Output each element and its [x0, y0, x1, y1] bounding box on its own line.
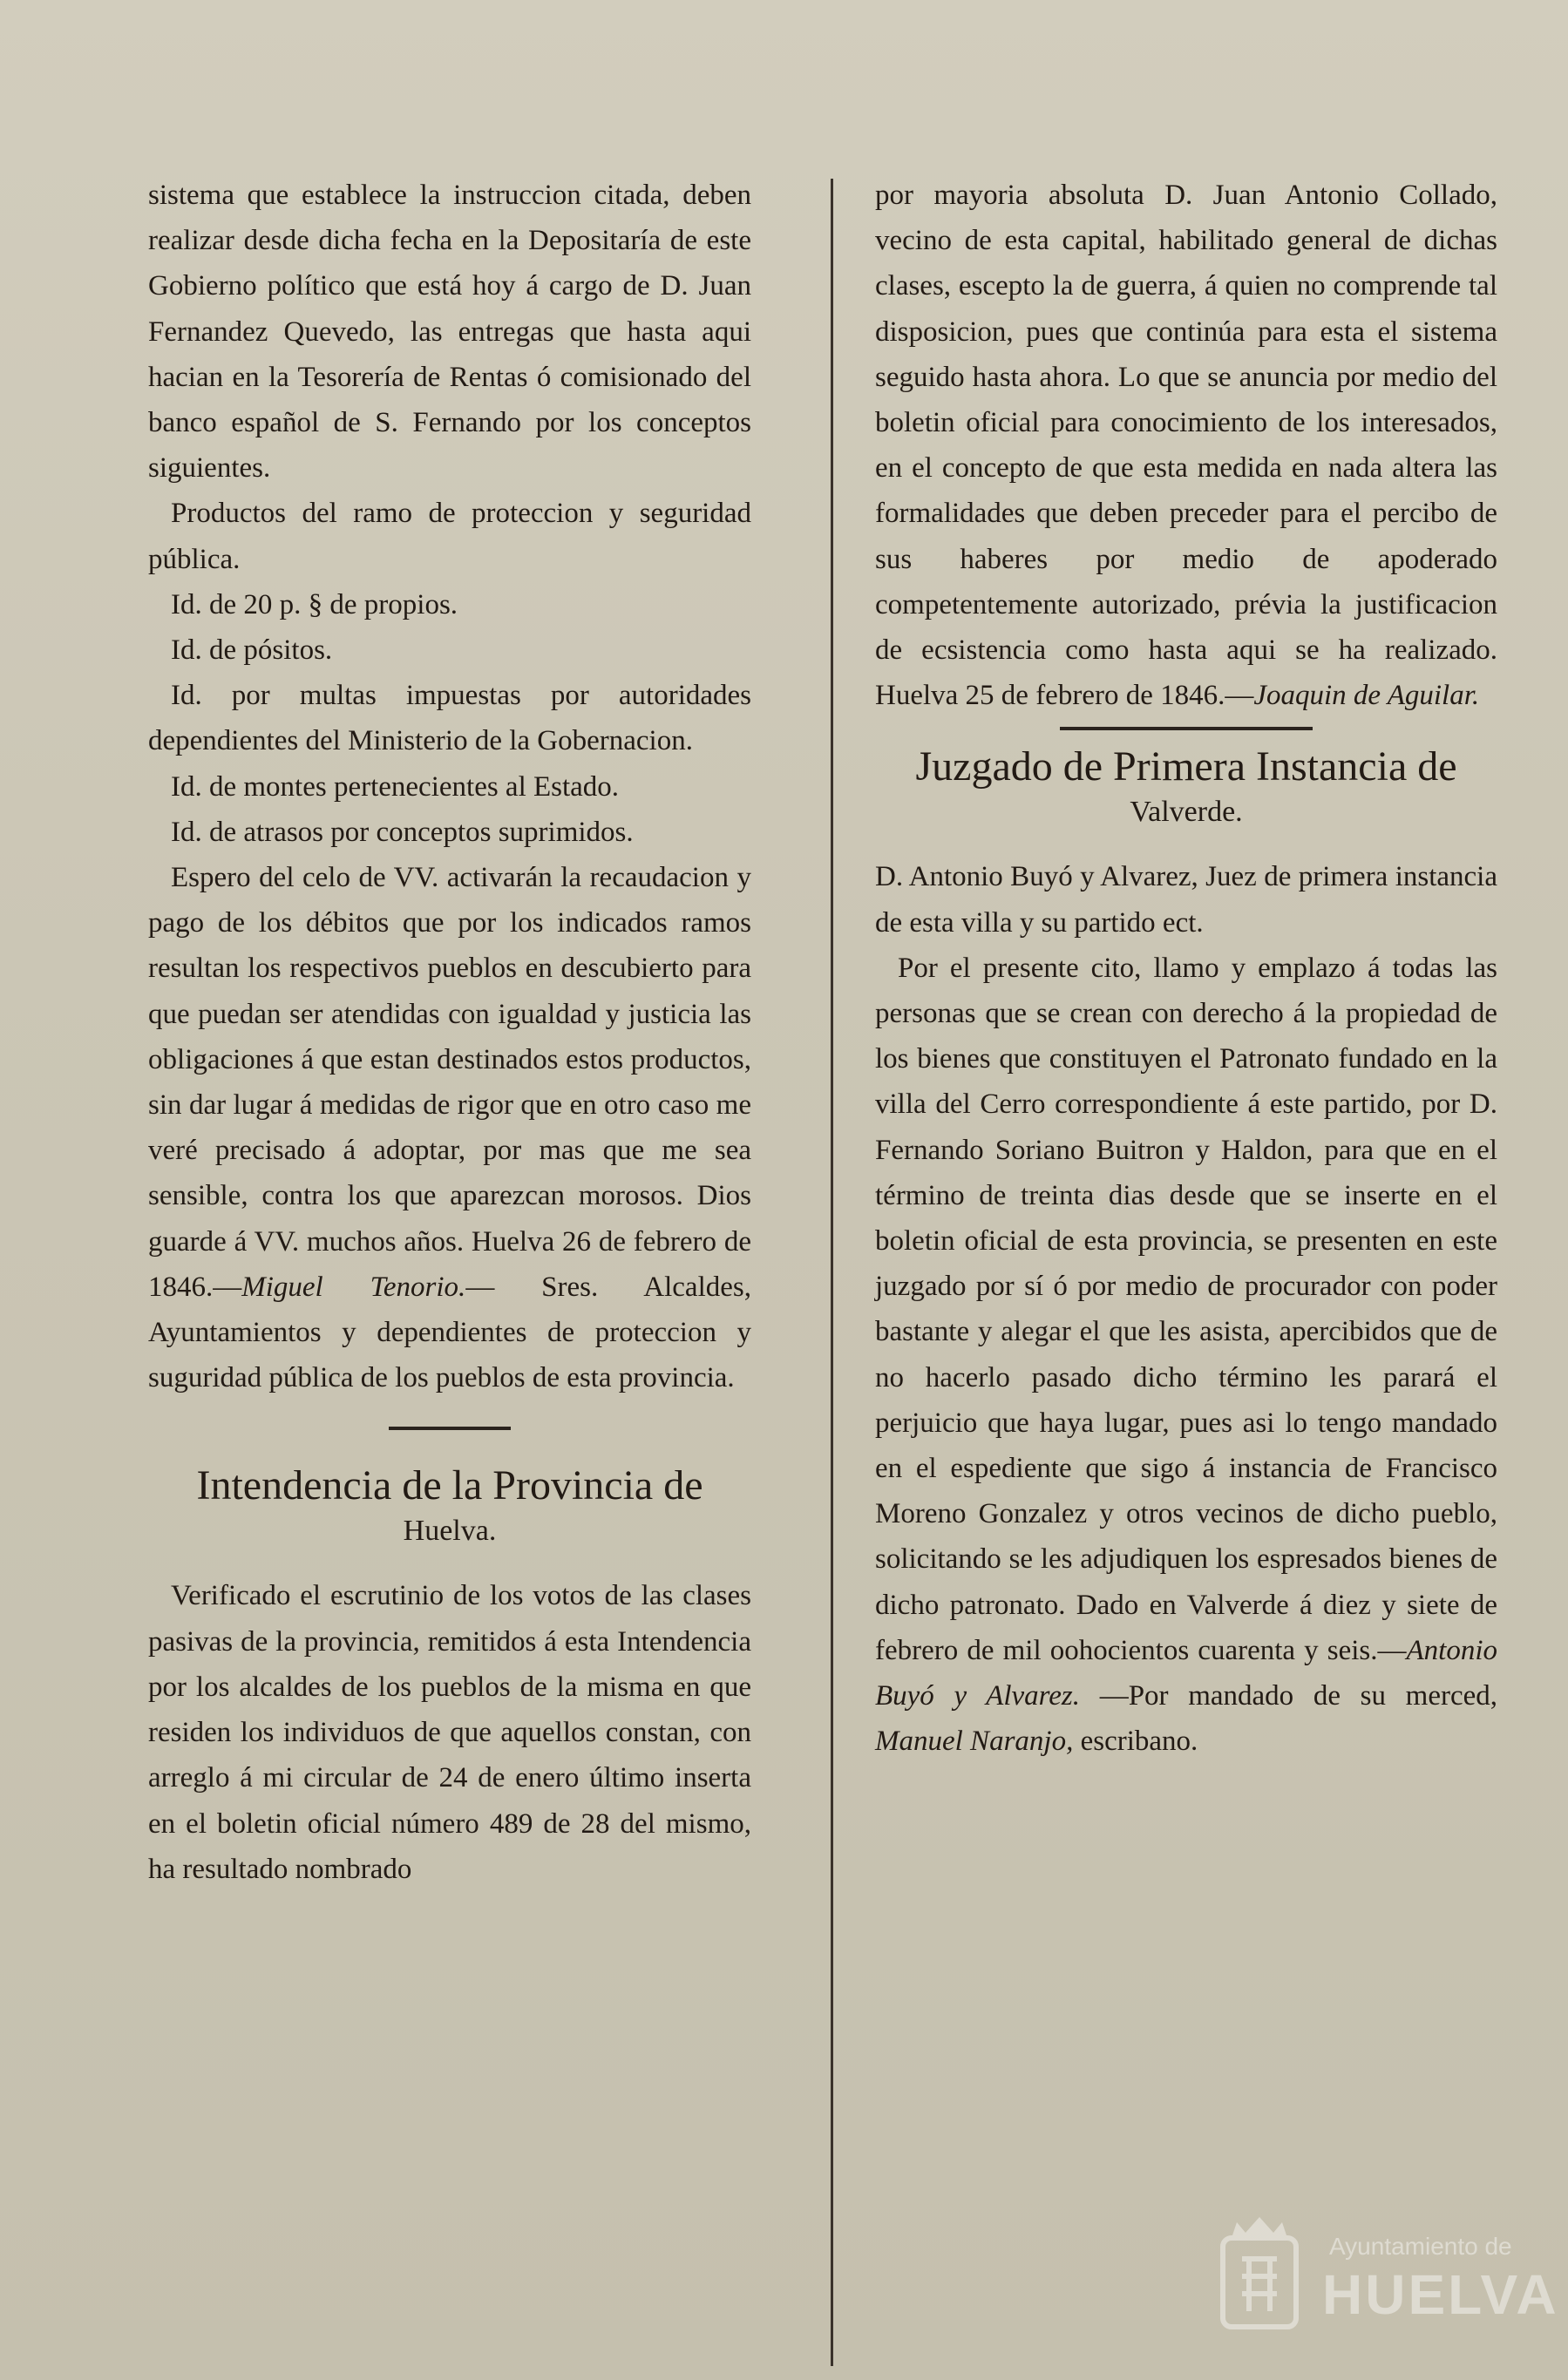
subheading-huelva: Huelva. — [403, 1515, 497, 1548]
paragraph-espero — [148, 855, 751, 1400]
item-montes: Id. de montes pertenecientes al Estado. — [171, 770, 620, 803]
item-proteccion: Productos del ramo de proteccion y seguridad pública. — [148, 498, 751, 575]
paragraph-escrutinio: Verificado el escrutinio de los votos de las clases pasivas de la provincia, remitidos á esta Intendencia por los alcaldes de los pueblos de la misma en que residen los individuos de que aquellos constan, con arreglo á mi circular de 24 de enero último inserta en el boletin oficial número 489 de 28 del mismo, ha resultado nombrado — [148, 1580, 751, 1885]
item-multas: Id. por multas impuestas por autoridades dependientes del Ministerio de la Gobernacion. — [148, 680, 751, 757]
crest-icon — [1207, 2214, 1312, 2336]
signature-buyo: Antonio Buyó y Alvarez. — [875, 1634, 1497, 1712]
signature-tenorio: Miguel Tenorio. — [241, 1271, 466, 1303]
section-separator — [1060, 727, 1313, 730]
item-propios: Id. de 20 p. § de propios. — [171, 588, 458, 620]
section-separator — [389, 1427, 511, 1430]
item-positos: Id. de pósitos. — [171, 634, 333, 667]
ayuntamiento-watermark-logo — [1207, 2214, 1559, 2336]
subheading-valverde: Valverde. — [1130, 796, 1243, 829]
heading-intendencia: Intendencia de la Provincia de — [196, 1462, 703, 1509]
espero-text: Espero del celo de VV. activarán la recaudacion y pago de los débitos que por los indicados ramos resultan los respectivos pueblos en descubierto para que puedan ser atendidas con igualdad y justicia las obligaciones á que estan destinados estos productos, sin dar lugar á medidas de rigor que en otro caso me veré precisado á adoptar, por mas que me sea sensible, contra los que aparezcan morosos. Dios guarde á VV. muchos años. Huelva 26 de febrero de 1846.— — [148, 862, 751, 1303]
closing-escribano: escribano. — [1080, 1726, 1198, 1758]
column-divider — [831, 179, 833, 2366]
paragraph-depositaria: sistema que establece la instruccion citada, deben realizar desde dicha fecha en la Depositaría de este Gobierno político que está hoy á cargo de D. Juan Fernandez Quevedo, las entregas que hasta aqui hacian en la Tesorería de Rentas ó comisionado del banco español de S. Fernando por los conceptos siguientes. — [148, 180, 751, 485]
collado-text: por mayoria absoluta D. Juan Antonio Collado, vecino de esta capital, habilitado general de dichas clases, escepto la de guerra, á quien no comprende tal disposicion, pues que continúa para esta el sistema seguido hasta ahora. Lo que se anuncia por medio del boletin oficial para conocimiento de los interesados, en el concepto de que esta medida en nada altera las formalidades que deben preceder para el percibo de sus haberes por medio de apoderado competentemente autorizado, prévia la justificacion de ecsistencia como hasta aqui se ha realizado. Huelva 25 de febrero de 1846.— — [875, 180, 1497, 712]
edicto-text: Por el presente cito, llamo y emplazo á todas las personas que se crean con derecho á la propiedad de los bienes que constituyen el Patronato fundado en la villa del Cerro correspondiente á este partido, por D. Fernando Soriano Buitron y Haldon, para que en el término de treinta dias desde que se inserte en el boletin oficial de esta provincia, se presenten en este juzgado por sí ó por medio de procurador con poder bastante y alegar el que les asista, apercibidos que de no hacerlo pasado dicho término les parará el perjuicio que haya lugar, pues asi lo tengo mandado en el espediente que sigo á instancia de Francisco Moreno Gonzalez y otros vecinos de dicho pueblo, solicitando se les adjudiquen los espresados bienes de dicho patronato. Dado en Valverde á diez y siete de febrero de mil oohocientos cuarenta y seis.— — [875, 952, 1497, 1666]
signature-naranjo: Manuel Naranjo, — [875, 1726, 1074, 1758]
left-column — [148, 173, 751, 1892]
closing-sres: — Sres. Alcaldes, Ayuntamientos y dependientes de proteccion y suguridad pública de los pueblos de esta provincia. — [148, 1271, 751, 1394]
signature-aguilar: Joaquin de Aguilar. — [1253, 680, 1480, 712]
watermark-line2: HUELVA — [1322, 2263, 1559, 2326]
paragraph-juez: D. Antonio Buyó y Alvarez, Juez de primera instancia de esta villa y su partido ect. — [875, 861, 1497, 939]
heading-juzgado: Juzgado de Primera Instancia de — [915, 743, 1457, 790]
right-column — [875, 173, 1497, 1765]
paragraph-collado — [875, 173, 1497, 718]
watermark-line1: Ayuntamiento de — [1329, 2233, 1512, 2260]
paragraph-edicto — [875, 946, 1497, 1765]
mandate-text: —Por mandado de su merced, — [1099, 1680, 1498, 1712]
item-atrasos: Id. de atrasos por conceptos suprimidos. — [171, 816, 634, 848]
